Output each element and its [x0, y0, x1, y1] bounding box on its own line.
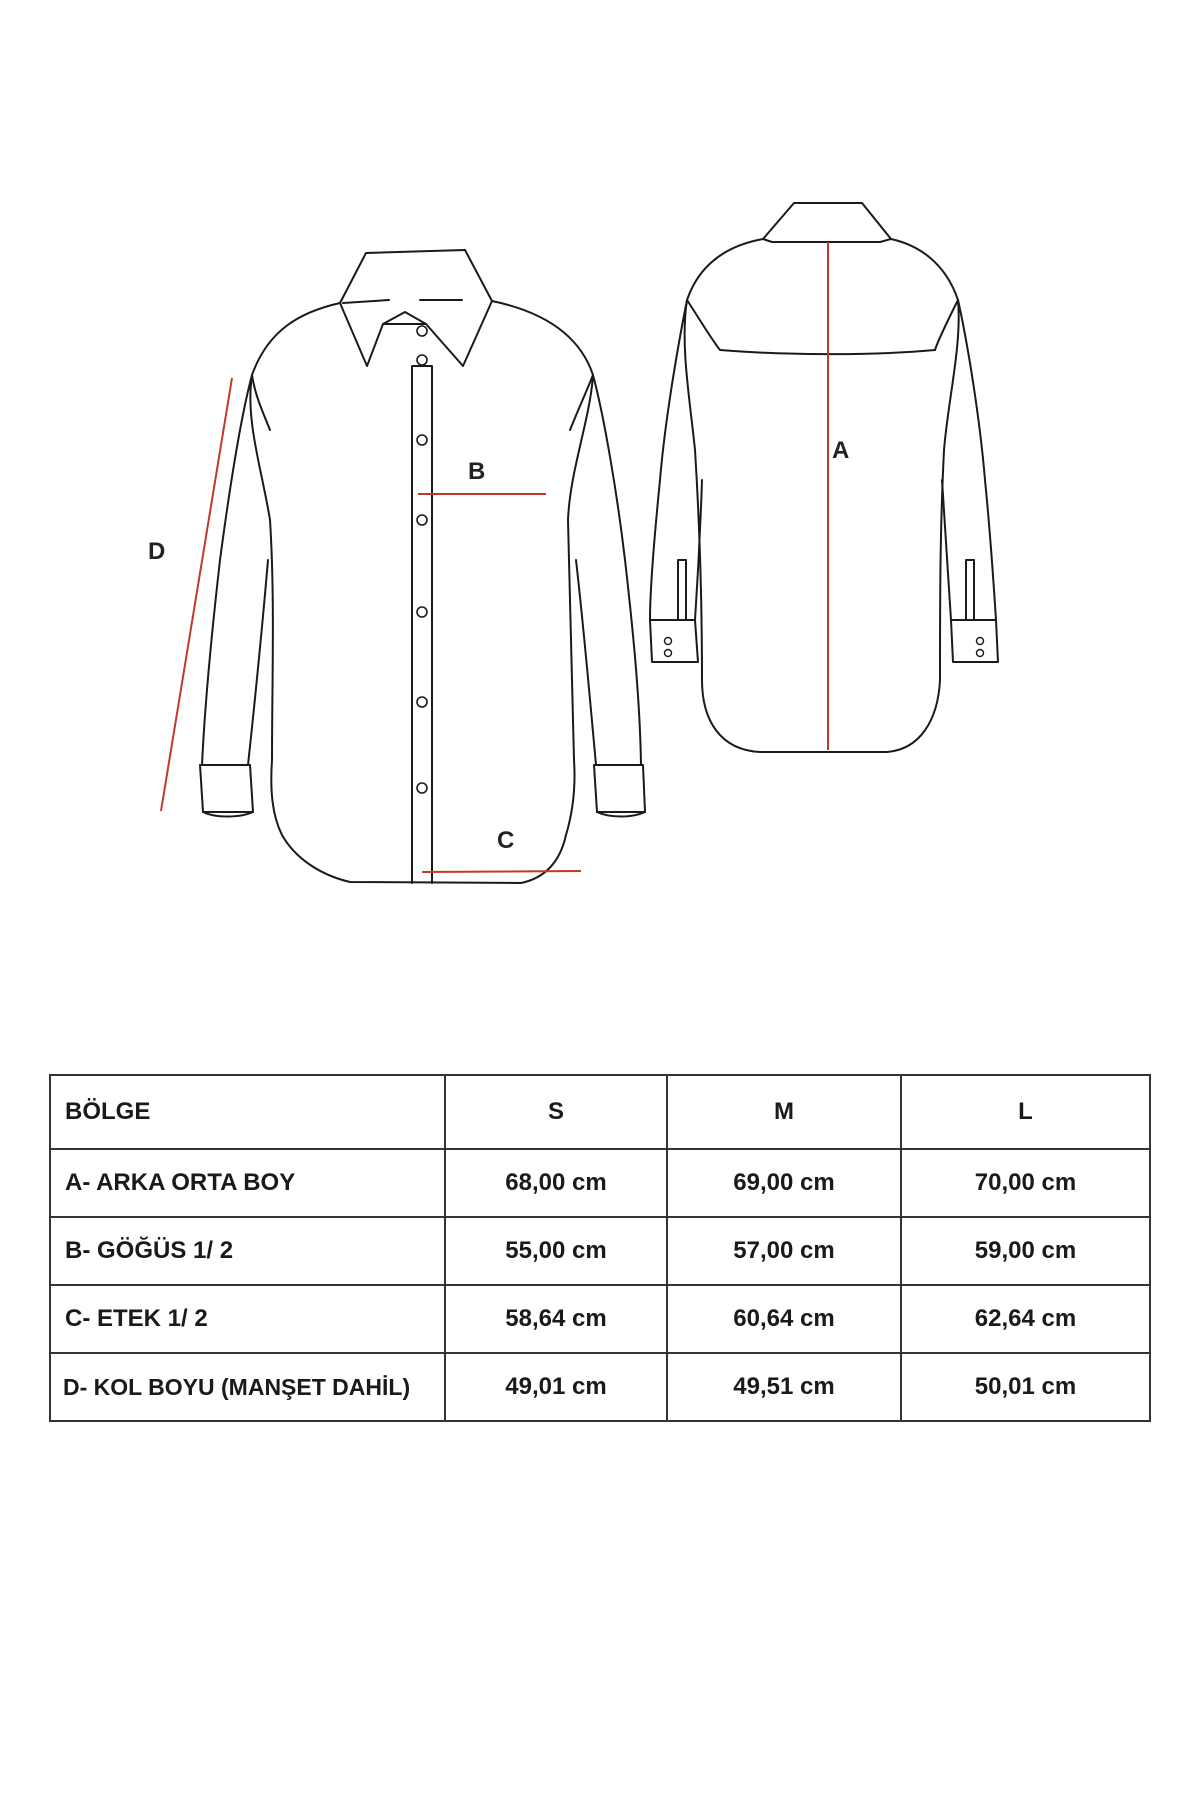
front-collar [340, 250, 492, 366]
row-region: C- ETEK 1/ 2 [50, 1285, 445, 1353]
cell-l: 62,64 cm [901, 1285, 1150, 1353]
row-region: A- ARKA ORTA BOY [50, 1149, 445, 1217]
front-view-shirt [200, 250, 645, 883]
size-chart-table [49, 1074, 1151, 1422]
back-right-sleeve [942, 300, 996, 620]
label-c: C [497, 827, 515, 854]
cell-l: 70,00 cm [901, 1149, 1150, 1217]
front-body-outline [250, 301, 593, 883]
header-size-l: L [901, 1075, 1150, 1149]
front-right-sleeve [576, 375, 641, 765]
cell-s: 55,00 cm [445, 1217, 667, 1285]
cell-s: 49,01 cm [445, 1353, 667, 1421]
table-row [50, 1217, 1150, 1285]
cell-m: 57,00 cm [667, 1217, 901, 1285]
front-placket [412, 366, 432, 883]
back-body-outline [685, 239, 959, 752]
table-row [50, 1285, 1150, 1353]
table-row [50, 1149, 1150, 1217]
row-region: B- GÖĞÜS 1/ 2 [50, 1217, 445, 1285]
back-collar [763, 203, 891, 242]
label-d: D [148, 538, 166, 565]
back-left-sleeve [650, 300, 702, 620]
header-region: BÖLGE [50, 1075, 445, 1149]
front-left-sleeve [202, 375, 268, 765]
cell-s: 68,00 cm [445, 1149, 667, 1217]
cell-l: 59,00 cm [901, 1217, 1150, 1285]
label-a: A [832, 437, 850, 464]
cell-s: 58,64 cm [445, 1285, 667, 1353]
cell-m: 69,00 cm [667, 1149, 901, 1217]
row-region: D- KOL BOYU (MANŞET DAHİL) [50, 1353, 445, 1421]
measure-line-c [422, 871, 581, 872]
table-header-row [50, 1075, 1150, 1149]
cell-l: 50,01 cm [901, 1353, 1150, 1421]
label-b: B [468, 458, 486, 485]
cell-m: 60,64 cm [667, 1285, 901, 1353]
header-size-s: S [445, 1075, 667, 1149]
front-buttons [417, 326, 427, 793]
cell-m: 49,51 cm [667, 1353, 901, 1421]
header-size-m: M [667, 1075, 901, 1149]
measure-line-d [161, 378, 232, 811]
table-row [50, 1353, 1150, 1421]
back-view-shirt [650, 203, 998, 752]
